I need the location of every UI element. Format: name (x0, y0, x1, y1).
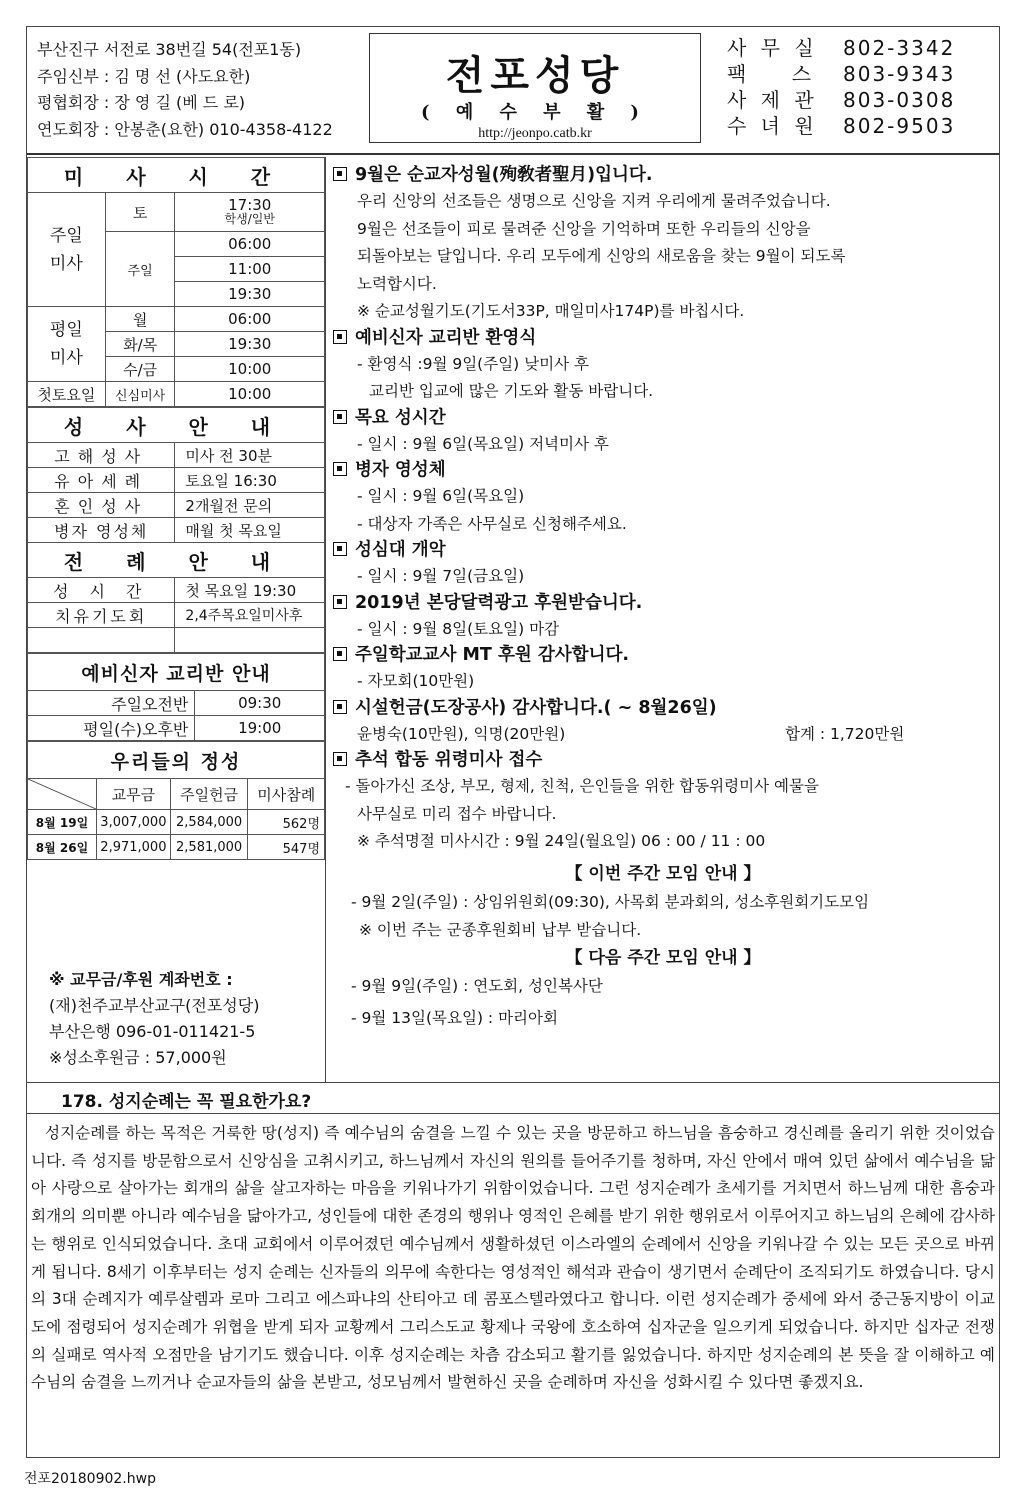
notice-item (333, 163, 993, 326)
bullet-square-icon (333, 752, 347, 766)
notice-title-text: 성심대 개악 (355, 540, 446, 560)
contact-number: 803-9343 (843, 62, 956, 86)
notice-line: - 일시 : 9월 8일(토요일) 마감 (357, 619, 560, 638)
catechumen-heading: 예비신자 교리반 안내 (28, 654, 325, 691)
devotion-mass-label: 신심미사 (105, 382, 175, 407)
notice-line: - 환영식 :9월 9일(주일) 낮미사 후 (357, 354, 589, 373)
bullet-square-icon (333, 700, 347, 714)
sunday-mass-label: 주일 미사 (28, 193, 106, 307)
meeting-line: - 9월 9일(주일) : 연도회, 성인복사단 (351, 976, 603, 995)
notice-title (333, 163, 993, 188)
notice-title-text: 목요 성시간 (355, 407, 446, 428)
meeting-line: - 9월 2일(주일) : 상임위원회(09:30), 사목회 분과회의, 성소후원회기도모임 (351, 892, 870, 911)
tuethu-label: 화/목 (105, 332, 175, 357)
notice-title (333, 643, 993, 668)
notice-item (333, 326, 993, 406)
saturday-note: 학생/일반 (224, 212, 275, 226)
notice-line: 우리 신앙의 선조들은 생명으로 신앙을 지켜 우리에게 물려주었습니다. (357, 192, 831, 210)
schedule-table (27, 157, 325, 407)
title-box (369, 33, 701, 143)
notice-title (333, 406, 993, 431)
tuethu-time: 19:30 (175, 332, 325, 357)
liturgy-info: 2,4주목요일미사후 (175, 603, 325, 628)
notice-title-text: 예비신자 교리반 환영식 (355, 327, 537, 348)
notice-title-text: 시설헌금(도장공사) 감사합니다.( ~ 8월26일) (355, 697, 717, 718)
offering-value: 562명 (248, 810, 325, 835)
class-name: 평일(수)오후반 (28, 716, 195, 741)
sacrament-info: 토요일 16:30 (175, 468, 325, 493)
notice-item (333, 458, 993, 538)
notice-title (333, 591, 993, 616)
notice-title (333, 458, 993, 483)
sacrament-table (27, 407, 325, 653)
offering-date: 8월 26일 (28, 835, 97, 860)
contact-row (727, 87, 955, 113)
donor-list: 윤병숙(10만원), 익명(20만원) (357, 724, 566, 743)
notice-title (333, 696, 993, 721)
notice-line: 9월은 선조들이 피로 물려준 신앙을 기억하며 또한 우리들의 신앙을 (357, 219, 811, 238)
liturgy-heading: 전 례 안 내 (28, 543, 325, 578)
contact-list (727, 35, 955, 139)
bullet-square-icon (333, 647, 347, 661)
offering-date: 8월 19일 (28, 810, 97, 835)
monday-label: 월 (105, 307, 175, 332)
bullet-square-icon (333, 167, 347, 181)
bulletin-page (26, 26, 1000, 1458)
notice-item (333, 696, 993, 749)
notice-line: ※ 추석명절 미사시간 : 9월 24일(월요일) 06 : 00 / 11 : 00 (357, 832, 766, 850)
pastor: 주임신부 : 김 명 선 (사도요한) (37, 66, 251, 86)
notice-column (333, 163, 993, 1032)
contact-label: 수 녀 원 (727, 114, 818, 138)
bulletin-header (27, 27, 999, 155)
account-title: ※ 교무금/후원 계좌번호 : (49, 970, 233, 989)
notice-line: - 일시 : 9월 7일(금요일) (357, 567, 525, 585)
liturgy-name: 성 시 간 (28, 578, 175, 603)
class-time: 19:00 (195, 716, 325, 741)
first-saturday-label: 첫토요일 (28, 382, 106, 407)
sacrament-info: 매월 첫 목요일 (175, 518, 325, 543)
notice-line: 되돌아보는 달입니다. 우리 모두에게 신앙의 새로움을 찾는 9월이 되도록 (357, 247, 846, 265)
contact-label: 팩 스 (727, 62, 816, 86)
offering-col: 교무금 (97, 779, 171, 810)
class-name: 주일오전반 (28, 691, 195, 716)
contact-number: 803-0308 (843, 88, 956, 112)
first-saturday-time: 10:00 (175, 382, 325, 407)
notice-title-text: 주일학교교사 MT 후원 감사합니다. (355, 645, 630, 665)
catechumen-table (27, 653, 325, 741)
notice-item (333, 538, 993, 591)
notice-title (333, 326, 993, 351)
empty-cell (175, 628, 325, 653)
class-time: 09:30 (195, 691, 325, 716)
saturday-label: 토 (105, 193, 175, 232)
notice-title-text: 2019년 본당달력광고 후원받습니다. (355, 592, 643, 613)
liturgy-name: 치유기도회 (28, 603, 175, 628)
sacrament-name: 혼인성사 (28, 493, 175, 518)
wedfri-time: 10:00 (175, 357, 325, 382)
sunday-time: 06:00 (175, 232, 325, 257)
saturday-time: 17:30 (228, 196, 272, 214)
notice-title-text: 추석 합동 위령미사 접수 (355, 750, 543, 770)
sacrament-info: 미사 전 30분 (175, 443, 325, 468)
article-title-bar (27, 1082, 999, 1114)
offering-heading: 우리들의 정성 (28, 742, 325, 779)
notice-line: ※ 순교성월기도(기도서33P, 매일미사174P)를 바칩시다. (357, 302, 745, 320)
notice-line: 교리반 입교에 많은 기도와 활동 바랍니다. (369, 382, 654, 400)
weekday-mass-label: 평일 미사 (28, 307, 106, 382)
contact-number: 802-9503 (843, 114, 956, 138)
notice-line: - 돌아가신 조상, 부모, 형제, 친척, 은인들을 위한 합동위령미사 예물을 (345, 777, 819, 795)
meeting-line: ※ 이번 주는 군종후원회비 납부 받습니다. (359, 920, 642, 939)
address: 부산진구 서전로 38번길 54(전포1동) (37, 40, 302, 59)
notice-line: - 일시 : 9월 6일(목요일) (357, 487, 525, 505)
offering-value: 2,581,000 (170, 835, 248, 860)
council-president: 평협회장 : 장 영 길 (베 드 로) (37, 93, 246, 112)
notice-item (333, 406, 993, 459)
sunday-label: 주일 (105, 232, 175, 307)
parish-url[interactable]: http://jeonpo.catb.kr (478, 126, 592, 141)
account-number: 부산은행 096-01-011421-5 (49, 1022, 256, 1041)
empty-cell (28, 628, 175, 653)
notice-line: - 일시 : 9월 6일(목요일) 저녁미사 후 (357, 434, 609, 453)
this-week-heading: 【 이번 주간 모임 안내 】 (565, 863, 761, 884)
sunday-time: 19:30 (175, 282, 325, 307)
sacrament-name: 병자 영성체 (28, 518, 175, 543)
wedfri-label: 수/금 (105, 357, 175, 382)
file-name: 전포20180902.hwp (24, 1471, 156, 1487)
notice-title-text: 9월은 순교자성월(殉敎者聖月)입니다. (355, 165, 653, 185)
account-info (49, 967, 259, 1071)
offering-value: 2,584,000 (170, 810, 248, 835)
offering-value: 2,971,000 (97, 835, 171, 860)
bullet-square-icon (333, 462, 347, 476)
left-column (27, 157, 326, 1082)
notice-title-text: 병자 영성체 (355, 460, 446, 480)
parish-title: 전포성당 (445, 52, 625, 99)
meeting-line: - 9월 13일(목요일) : 마리아회 (351, 1008, 558, 1027)
account-holder: (재)천주교부산교구(전포성당) (49, 996, 260, 1015)
offering-table (27, 741, 325, 860)
contact-label: 사 무 실 (727, 36, 818, 60)
notice-line: - 자모회(10만원) (357, 672, 475, 690)
sacrament-heading: 성 사 안 내 (28, 408, 325, 443)
offering-col: 미사참례 (248, 779, 325, 810)
article-title: 178. 성지순례는 꼭 필요한가요? (61, 1092, 312, 1112)
notice-line: - 대상자 가족은 사무실로 신청해주세요. (357, 514, 627, 533)
sacrament-info: 2개월전 문의 (175, 493, 325, 518)
contact-number: 802-3342 (843, 36, 956, 60)
mass-heading: 미 사 시 간 (28, 158, 325, 193)
liturgy-info: 첫 목요일 19:30 (175, 578, 325, 603)
offering-value: 3,007,000 (97, 810, 171, 835)
sacrament-name: 고해성사 (28, 443, 175, 468)
next-week-heading: 【 다음 주간 모임 안내 】 (565, 947, 761, 968)
article-body: 성지순례를 하는 목적은 거룩한 땅(성지) 즉 예수님의 숨결을 느낄 수 있는 곳을 방문하고 하느님을 흠숭하고 경신례를 올리기 위한 것이었습니다. 즉 성지를 방문함으로서 신앙심을 고취시키고, 하느님께서 자신의 원의를 들어주기를 청하며, 자신 안에서 매여 있던 삶에서 예수님을 닮아 사랑으로 살아가는 회개의 삶을 살고자하는 마음을 키워나가기 위함이었습니다. 그런 성지순례가 초세기를 거치면서 하느님께 대한 흠숭과 회개의 의미뿐 아니라 예수님을 닮아가고, 성인들에 대한 존경의 행위나 영적인 은혜를 받기 위한 행위로서 이루어지고 하느님의 은혜에 감사하는 행위로 인식되었습니다. 초대 교회에서 이루어졌던 예수님께서 생활하셨던 이스라엘의 순례에서 신앙을 키워나갈 수 있는 모든 곳으로 바뀌게 됩니다. 8세기 이후부터는 성지 순례는 신자들의 의무에 속한다는 영성적인 해석과 관습이 생기면서 순례단이 조직되기도 하였습니다. 당시의 3대 순례지가 예루살렘과 로마 그리고 에스파냐의 산티아고 데 콤포스텔라였다고 합니다. 이런 성지순례가 중세에 와서 중근동지방이 이교도에 점령되어 성지순례가 위협을 받게 되자 교황께서 그리스도교 황제나 국왕에 호소하여 십자군을 일으키게 되었습니다. 하지만 십자군 전쟁의 실패로 역사적 오점만을 남기기도 했습니다. 이후 성지순례는 차츰 감소되고 활기를 잃었습니다. 하지만 성지순례의 본 뜻을 잘 이해하고 예수님의 숨결을 느끼거나 순교자들의 삶을 본받고, 성모님께서 발현하신 곳을 순례하며 자신을 성화시킬 수 있다면 좋겠지요. (31, 1124, 995, 1392)
notice-item (333, 748, 993, 856)
bullet-square-icon (333, 410, 347, 424)
contact-label: 사 제 관 (727, 88, 818, 112)
contact-row (727, 35, 955, 61)
offering-col: 주일헌금 (170, 779, 248, 810)
contact-row (727, 61, 955, 87)
liturgical-season: ( 예 수 부 활 ) (421, 102, 649, 123)
notice-title (333, 748, 993, 773)
catechist-president: 연도회장 : 안봉춘(요한) 010-4358-4122 (37, 119, 333, 139)
monday-time: 06:00 (175, 307, 325, 332)
notice-item (333, 591, 993, 644)
donation-total: 합계 : 1,720만원 (785, 724, 905, 743)
sunday-time: 11:00 (175, 257, 325, 282)
notice-line: 노력합시다. (357, 274, 437, 293)
notice-title (333, 538, 993, 563)
notice-item (333, 643, 993, 696)
parish-info (37, 37, 333, 143)
sacrament-name: 유아세례 (28, 468, 175, 493)
vocation-fund: ※성소후원금 : 57,000원 (49, 1048, 227, 1067)
bullet-square-icon (333, 595, 347, 609)
notice-line (333, 721, 993, 749)
notice-line: 사무실로 미리 접수 바랍니다. (357, 804, 557, 823)
diagonal-header-cell (28, 779, 97, 810)
contact-row (727, 113, 955, 139)
bullet-square-icon (333, 330, 347, 344)
bullet-square-icon (333, 542, 347, 556)
offering-value: 547명 (248, 835, 325, 860)
